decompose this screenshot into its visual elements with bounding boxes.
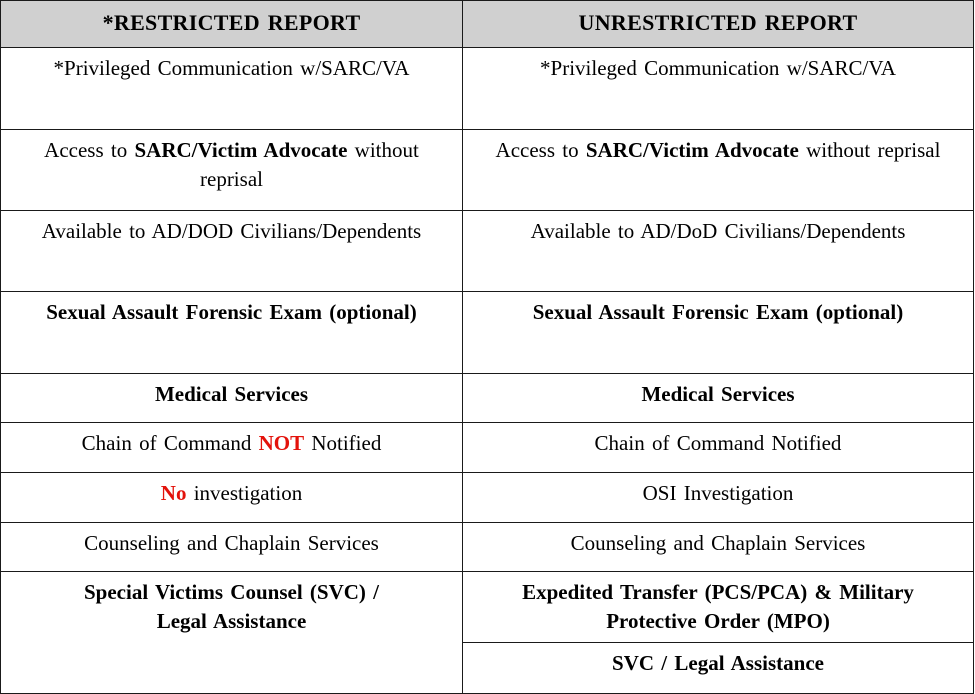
access-suffix: without reprisal [798, 138, 941, 162]
restricted-privileged-cell: *Privileged Communication w/SARC/VA [1, 48, 463, 130]
access-suffix: without reprisal [200, 138, 419, 191]
access-prefix: Access to [44, 138, 135, 162]
svc-line: Special Victims Counsel (SVC) / [83, 580, 379, 604]
restricted-access-cell [1, 130, 463, 211]
not-emphasis: NOT [258, 431, 305, 455]
sarc-victim-advocate-text: SARC/Victim Advocate [134, 138, 348, 162]
unrestricted-available-cell: Available to AD/DoD Civilians/Dependents [463, 211, 974, 292]
restricted-legal-cell [1, 572, 463, 694]
table-row [1, 423, 974, 473]
header-row [1, 1, 974, 48]
unrestricted-investigation-cell: OSI Investigation [463, 473, 974, 523]
investigation-suffix: investigation [186, 481, 303, 505]
unrestricted-access-cell [463, 130, 974, 211]
table-row [1, 523, 974, 572]
unrestricted-report-header: UNRESTRICTED REPORT [463, 1, 974, 48]
sarc-victim-advocate-text: SARC/Victim Advocate [585, 138, 799, 162]
access-prefix: Access to [495, 138, 586, 162]
restricted-forensic-exam-cell: Sexual Assault Forensic Exam (optional) [1, 292, 463, 374]
restricted-available-cell: Available to AD/DOD Civilians/Dependents [1, 211, 463, 292]
table-row [1, 48, 974, 130]
no-emphasis: No [160, 481, 187, 505]
chain-of-command-prefix: Chain of Command [81, 431, 259, 455]
unrestricted-forensic-exam-cell: Sexual Assault Forensic Exam (optional) [463, 292, 974, 374]
restricted-chain-of-command-cell [1, 423, 463, 473]
chain-of-command-suffix: Notified [304, 431, 382, 455]
table-row [1, 130, 974, 211]
unrestricted-chain-of-command-cell: Chain of Command Notified [463, 423, 974, 473]
unrestricted-counseling-cell: Counseling and Chaplain Services [463, 523, 974, 572]
unrestricted-privileged-cell: *Privileged Communication w/SARC/VA [463, 48, 974, 130]
table-row [1, 572, 974, 643]
protective-order-line: Protective Order (MPO) [606, 609, 830, 633]
table-row [1, 211, 974, 292]
restricted-counseling-cell: Counseling and Chaplain Services [1, 523, 463, 572]
unrestricted-svc-legal-cell: SVC / Legal Assistance [463, 643, 974, 694]
unrestricted-medical-services-cell: Medical Services [463, 374, 974, 423]
legal-assistance-line: Legal Assistance [156, 609, 307, 633]
restricted-medical-services-cell: Medical Services [1, 374, 463, 423]
unrestricted-expedited-transfer-cell [463, 572, 974, 643]
restricted-investigation-cell [1, 473, 463, 523]
table-row [1, 374, 974, 423]
table-row [1, 473, 974, 523]
restricted-report-header: *RESTRICTED REPORT [1, 1, 463, 48]
expedited-transfer-line: Expedited Transfer (PCS/PCA) & Military [522, 580, 914, 604]
table-row [1, 292, 974, 374]
